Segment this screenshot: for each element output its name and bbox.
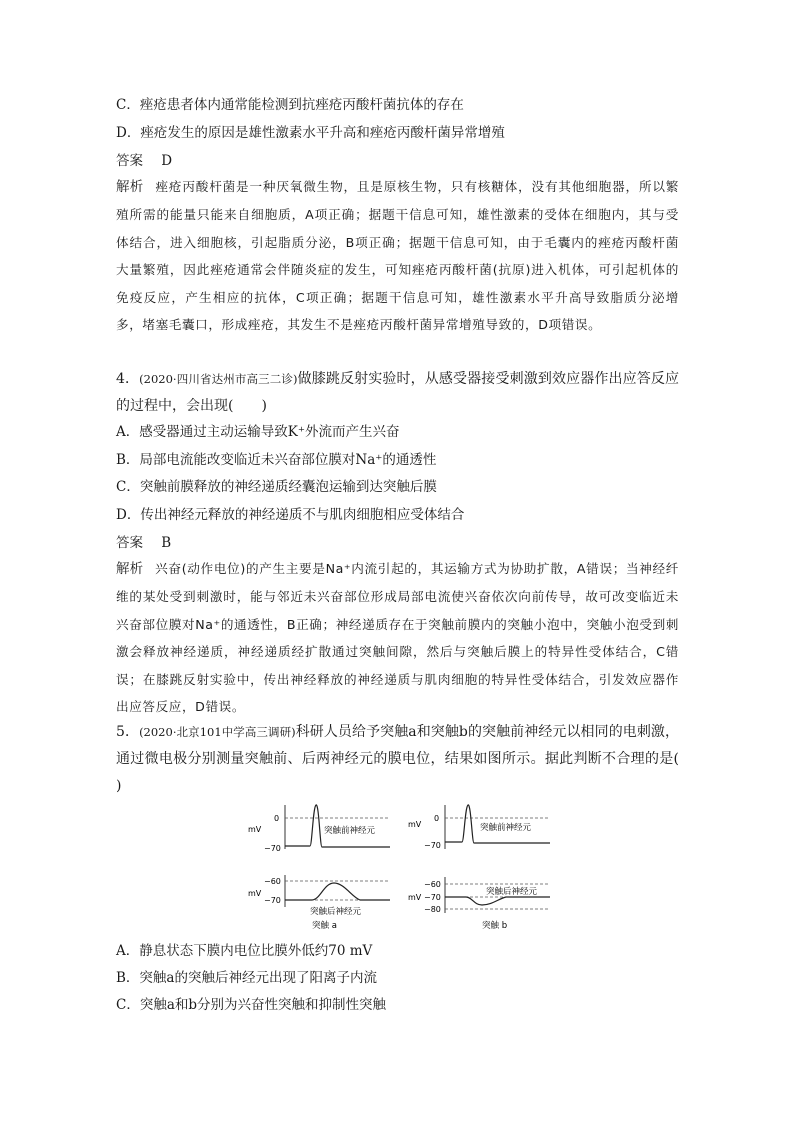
tick-minus70: −70 <box>264 844 281 853</box>
membrane-potential-figure <box>240 797 560 937</box>
tick-minus70: −70 <box>424 841 441 850</box>
post-neuron-label: 突触后神经元 <box>310 907 362 917</box>
post-neuron-label: 突触后神经元 <box>486 887 538 897</box>
tick-zero: 0 <box>274 814 280 823</box>
caption-b: 突触 b <box>482 921 508 931</box>
tick-zero: 0 <box>434 814 440 823</box>
explanation-label: 解析 <box>116 561 144 577</box>
tick-minus70: −70 <box>264 896 281 905</box>
q3-option-d: D．痤疮发生的原因是雄性激素水平升高和痤疮丙酸杆菌异常增殖 <box>116 125 505 141</box>
answer-value: D <box>161 153 173 169</box>
q4-answer <box>116 534 171 552</box>
pre-neuron-label: 突触前神经元 <box>480 823 532 833</box>
q5-stem <box>116 719 707 800</box>
question-source: (2020·北京101中学高三调研) <box>139 725 296 739</box>
q3-answer <box>116 152 172 170</box>
mv-label: mV <box>248 889 262 898</box>
panel-a-postsynaptic <box>248 875 390 931</box>
panel-b-presynaptic <box>408 805 550 850</box>
q3-explanation <box>116 173 679 338</box>
answer-label: 答案 <box>116 153 143 169</box>
q5-option-a: A．静息状态下膜内电位比膜外低约70 mV <box>116 943 373 959</box>
answer-label: 答案 <box>116 535 143 551</box>
explanation-text: 兴奋(动作电位)的产生主要是Na⁺内流引起的，其运输方式为协助扩散，A错误；当神经纤维的某处受到刺激时，能与邻近未兴奋部位形成局部电流使兴奋依次向前传导，故可改变临近未兴奋部位膜对Na⁺的通透性，B正确；神经递质存在于突触前膜内的突触小泡中，突触小泡受到刺激会释放神经递质，神经递质经扩散通过突触间隙，然后与突触后膜上的特异性受体结合，C错误；在膝跳反射实验中，传出神经释放的神经递质与肌肉细胞的特异性受体结合，引发效应器作出应答反应，D错误。 <box>116 561 679 715</box>
q4-option-d: D．传出神经元释放的神经递质不与肌肉细胞相应受体结合 <box>116 507 465 523</box>
question-number: 4． <box>116 371 140 387</box>
explanation-label: 解析 <box>116 179 144 195</box>
q4-stem <box>116 366 679 420</box>
panel-b-postsynaptic <box>408 877 550 931</box>
mv-label: mV <box>408 893 422 902</box>
tick-minus60: −60 <box>424 880 441 889</box>
pre-neuron-label: 突触前神经元 <box>324 826 376 836</box>
question-number: 5． <box>116 724 140 740</box>
q4-explanation <box>116 555 679 720</box>
panel-a-presynaptic <box>248 805 390 853</box>
question-source: (2020·四川省达州市高三二诊) <box>139 372 298 386</box>
tick-minus80: −80 <box>424 905 441 914</box>
q5-option-c: C．突触a和b分别为兴奋性突触和抑制性突触 <box>116 997 387 1013</box>
answer-value: B <box>161 535 172 551</box>
mv-label: mV <box>408 820 422 829</box>
tick-minus60: −60 <box>264 877 281 886</box>
question-stem: 科研人员给予突触a和突触b的突触前神经元以相同的电刺激，通过微电极分别测量突触前、后两神经元的膜电位，结果如图所示。据此判断不合理的是( ) <box>116 724 707 794</box>
q5-option-b: B．突触a的突触后神经元出现了阳离子内流 <box>116 970 377 986</box>
q4-option-b: B．局部电流能改变临近未兴奋部位膜对Na⁺的通透性 <box>116 452 437 468</box>
figure-svg <box>240 797 560 937</box>
explanation-text: 痤疮丙酸杆菌是一种厌氧微生物，且是原核生物，只有核糖体，没有其他细胞器，所以繁殖所需的能量只能来自细胞质，A项正确；据题干信息可知，雄性激素的受体在细胞内，其与受体结合，进入细胞核，引起脂质分泌，B项正确；据题干信息可知，由于毛囊内的痤疮丙酸杆菌大量繁殖，因此痤疮通常会伴随炎症的发生，可知痤疮丙酸杆菌(抗原)进入机体，可引起机体的免疫反应，产生相应的抗体，C项正确；据题干信息可知，雄性激素水平升高导致脂质分泌增多，堵塞毛囊口，形成痤疮，其发生不是痤疮丙酸杆菌异常增殖导致的，D项错误。 <box>116 179 680 333</box>
q3-option-c: C．痤疮患者体内通常能检测到抗痤疮丙酸杆菌抗体的存在 <box>116 97 464 113</box>
tick-minus70: −70 <box>424 893 441 902</box>
mv-label: mV <box>248 825 262 834</box>
caption-a: 突触 a <box>312 921 337 931</box>
q4-option-c: C．突触前膜释放的神经递质经囊泡运输到达突触后膜 <box>116 479 437 495</box>
question-stem: 做膝跳反射实验时，从感受器接受刺激到效应器作出应答反应的过程中，会出现( ) <box>116 371 679 414</box>
q4-option-a: A．感受器通过主动运输导致K⁺外流而产生兴奋 <box>116 424 400 440</box>
